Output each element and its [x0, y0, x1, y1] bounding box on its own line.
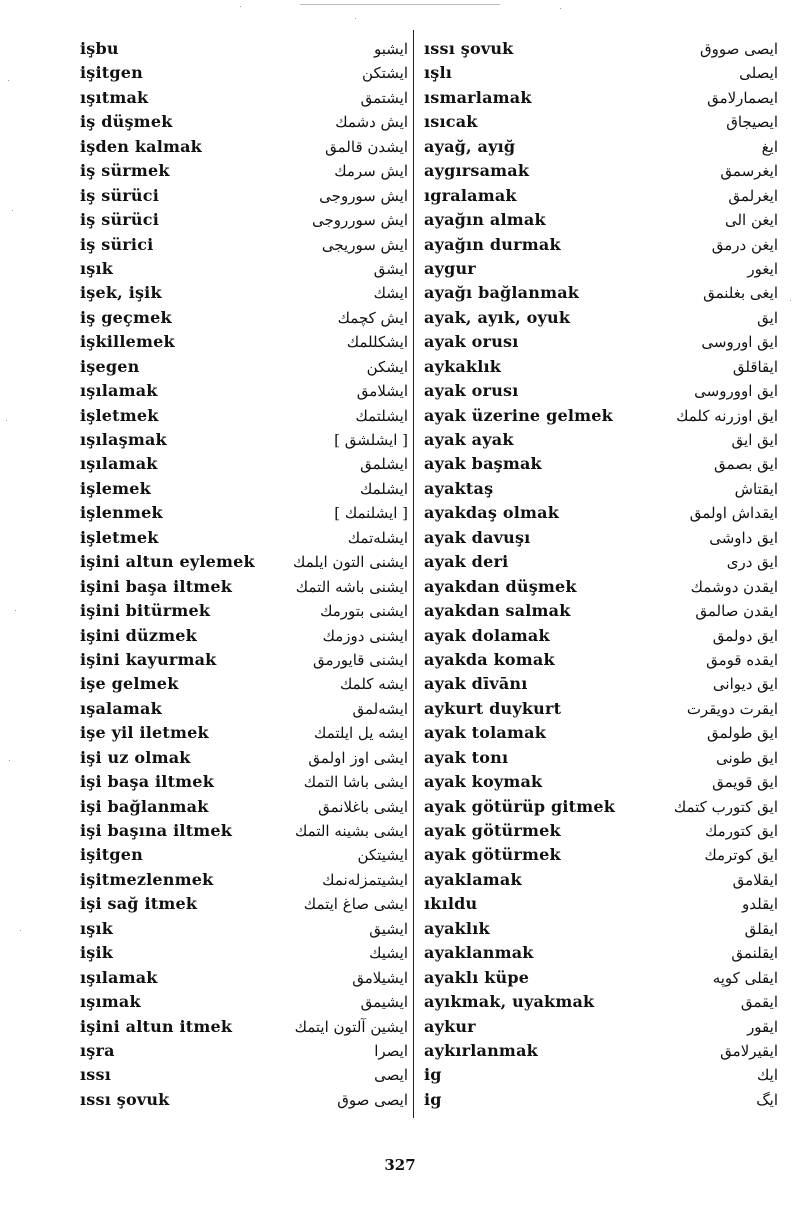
entry-arabic: ایقلنمق — [731, 944, 778, 963]
dictionary-entry — [80, 61, 408, 85]
entry-latin: işitmezlenmek — [80, 869, 214, 889]
entry-arabic: ایقرت دویقرت — [686, 699, 778, 718]
entry-latin: işi uz olmak — [80, 747, 191, 767]
entry-arabic: ایشیك — [369, 944, 408, 963]
entry-arabic: ایغور — [747, 259, 778, 278]
dictionary-entry — [420, 306, 778, 330]
entry-latin: ısmarlamak — [424, 87, 532, 107]
dictionary-entry — [420, 184, 778, 208]
dictionary-entry — [420, 941, 778, 965]
dictionary-entry — [420, 550, 778, 574]
entry-latin: ayak başmak — [424, 454, 542, 474]
entry-arabic: ایق دری — [726, 553, 778, 572]
entry-latin: aykaklık — [424, 356, 502, 376]
entry-latin: ayağ, ayığ — [424, 136, 516, 156]
entry-arabic: ایشنی دوزمك — [322, 626, 408, 645]
entry-arabic: ایق اووروسی — [694, 382, 778, 401]
entry-latin: ışılamak — [80, 454, 158, 474]
dictionary-entry — [80, 306, 408, 330]
dictionary-entry — [80, 648, 408, 672]
entry-arabic: ایق داوشی — [709, 528, 778, 547]
dictionary-entry — [80, 599, 408, 623]
entry-arabic: ایگ — [756, 1090, 778, 1109]
entry-arabic: ایق اوزرنه کلمك — [676, 406, 778, 425]
dictionary-entry — [80, 330, 408, 354]
entry-arabic: ایق طولمق — [706, 724, 778, 743]
entry-latin: ayak dīvānı — [424, 674, 528, 694]
dictionary-entry — [420, 795, 778, 819]
dictionary-entry — [80, 721, 408, 745]
page-number: 327 — [384, 1156, 416, 1174]
entry-latin: ayaktaş — [424, 478, 494, 498]
dictionary-entry — [80, 159, 408, 183]
entry-latin: işi başa iltmek — [80, 772, 214, 792]
entry-latin: ayağın almak — [424, 210, 546, 230]
dictionary-entry — [80, 819, 408, 843]
entry-arabic: ایشلمك — [359, 479, 408, 498]
entry-arabic: ایشق — [373, 259, 408, 278]
entry-latin: ayakdan salmak — [424, 601, 571, 621]
entry-arabic: ایقداش اولمق — [689, 504, 778, 523]
entry-arabic: ایشین آلتون ایتمك — [294, 1017, 408, 1036]
entry-arabic: ایشك — [373, 284, 408, 303]
entry-latin: ayak tonı — [424, 747, 509, 767]
dictionary-entry — [420, 1063, 778, 1087]
top-rule — [300, 4, 500, 5]
entry-arabic: ایقلدو — [741, 895, 778, 914]
entry-arabic: ایشنی التون ایلمك — [293, 553, 408, 572]
dictionary-entry — [420, 86, 778, 110]
entry-arabic: ایشیمق — [360, 993, 408, 1012]
entry-arabic: ایش سوروجی — [319, 186, 408, 205]
entry-latin: işlemek — [80, 478, 151, 498]
dictionary-entry — [80, 452, 408, 476]
entry-latin: ayak orusı — [424, 381, 519, 401]
dictionary-entry — [420, 721, 778, 745]
dictionary-entry — [420, 501, 778, 525]
entry-latin: ayaklanmak — [424, 943, 534, 963]
dictionary-entry — [420, 477, 778, 501]
dictionary-entry — [80, 575, 408, 599]
dictionary-entry — [80, 37, 408, 61]
entry-arabic: ایقلی کوپه — [712, 968, 778, 987]
dictionary-entry — [80, 990, 408, 1014]
entry-latin: ayak davuşı — [424, 527, 531, 547]
entry-arabic: ایشیلامق — [352, 968, 408, 987]
entry-arabic: ایغن الی — [724, 211, 778, 230]
entry-arabic: ایشەلمق — [352, 699, 408, 718]
entry-latin: iş sürüci — [80, 210, 159, 230]
entry-arabic: ایشیتکن — [357, 846, 408, 865]
dictionary-entry — [80, 843, 408, 867]
entry-latin: işe yil iletmek — [80, 723, 209, 743]
entry-latin: işbu — [80, 39, 119, 58]
entry-latin: işegen — [80, 356, 140, 376]
entry-latin: ayak dolamak — [424, 625, 550, 645]
entry-arabic: ایصی صووق — [700, 40, 778, 58]
dictionary-entry — [420, 917, 778, 941]
dictionary-entry — [80, 110, 408, 134]
entry-latin: ayağı bağlanmak — [424, 283, 580, 303]
dictionary-entry — [420, 648, 778, 672]
entry-arabic: ایقمق — [740, 993, 778, 1012]
entry-arabic: ایغن درمق — [711, 235, 778, 254]
entry-latin: işi sağ itmek — [80, 894, 198, 914]
dictionary-entry — [80, 355, 408, 379]
entry-latin: işletmek — [80, 527, 159, 547]
dictionary-entry — [420, 868, 778, 892]
entry-arabic: ایق قویمق — [712, 773, 778, 792]
entry-arabic: ایش سورروجی — [311, 211, 408, 230]
entry-latin: ayak koymak — [424, 772, 543, 792]
dictionary-entry — [420, 575, 778, 599]
dictionary-entry — [80, 795, 408, 819]
entry-latin: aygur — [424, 258, 476, 278]
dictionary-entry — [80, 1015, 408, 1039]
entry-latin: işletmek — [80, 405, 159, 425]
entry-latin: aykur — [424, 1016, 476, 1036]
entry-arabic: ایشلامق — [356, 382, 408, 401]
entry-arabic: ایشلمق — [360, 455, 408, 474]
entry-latin: iş sürüci — [80, 185, 159, 205]
entry-latin: işitgen — [80, 845, 143, 865]
entry-arabic: ایق دیوانی — [712, 675, 778, 694]
dictionary-entry — [420, 330, 778, 354]
entry-latin: işitgen — [80, 63, 143, 83]
dictionary-entry — [80, 428, 408, 452]
dictionary-entry — [420, 672, 778, 696]
dictionary-entry — [80, 624, 408, 648]
entry-arabic: ایقیرلامق — [720, 1041, 778, 1060]
entry-arabic: ایش سوریجی — [321, 235, 408, 254]
entry-arabic: ایشتمق — [360, 88, 408, 107]
dictionary-entry — [80, 966, 408, 990]
entry-latin: işek, işik — [80, 283, 162, 303]
entry-latin: ışık — [80, 258, 114, 278]
dictionary-entry — [420, 233, 778, 257]
dictionary-entry — [80, 770, 408, 794]
entry-latin: işini bitürmek — [80, 601, 211, 621]
entry-latin: ayıkmak, uyakmak — [424, 992, 595, 1012]
dictionary-entry — [420, 37, 778, 61]
dictionary-entry — [420, 1088, 778, 1112]
dictionary-entry — [80, 257, 408, 281]
dictionary-entry — [80, 501, 408, 525]
entry-arabic: ایقاقلق — [732, 357, 778, 376]
entry-arabic: ایشه کلمك — [340, 675, 408, 694]
entry-arabic: ایشی بشینه التمك — [295, 822, 408, 840]
entry-arabic: ایصی — [374, 1066, 408, 1085]
dictionary-entry — [80, 208, 408, 232]
dictionary-entry — [420, 697, 778, 721]
entry-arabic: ایشکن — [366, 357, 408, 376]
entry-arabic: ایشه یل ایلتمك — [314, 724, 408, 743]
dictionary-entry — [420, 624, 778, 648]
entry-arabic: ایش کچمك — [337, 308, 408, 327]
entry-arabic: ایشنی باشه التمك — [295, 577, 408, 596]
entry-arabic: ایشلتمك — [355, 406, 408, 425]
dictionary-entry — [420, 892, 778, 916]
dictionary-entry — [80, 892, 408, 916]
dictionary-entry — [80, 281, 408, 305]
entry-arabic: ایشنی قایورمق — [313, 650, 408, 669]
entry-latin: ayakda komak — [424, 649, 555, 669]
entry-arabic: [ ایشلنمك ] — [334, 504, 408, 523]
entry-arabic: [ ایشلشق ] — [334, 431, 408, 449]
entry-latin: aykurt duykurt — [424, 698, 562, 718]
entry-arabic: ایشی باغلانمق — [318, 797, 408, 816]
entry-arabic: ایق — [757, 308, 778, 327]
dictionary-entry — [420, 746, 778, 770]
entry-arabic: ایشی اوز اولمق — [308, 748, 408, 767]
entry-arabic: ایشبو — [374, 40, 408, 58]
entry-arabic: ایشلەتمك — [347, 528, 408, 547]
entry-latin: ayak götürmek — [424, 845, 561, 865]
entry-arabic: ایصلی — [739, 64, 778, 83]
entry-latin: ayakdan düşmek — [424, 576, 577, 596]
dictionary-entry — [80, 86, 408, 110]
entry-latin: ayak üzerine gelmek — [424, 405, 613, 425]
dictionary-entry — [420, 208, 778, 232]
dictionary-entry — [80, 526, 408, 550]
entry-latin: işlenmek — [80, 503, 163, 523]
entry-arabic: ایق طونی — [716, 748, 778, 767]
dictionary-entry — [80, 1063, 408, 1087]
dictionary-entry — [420, 1039, 778, 1063]
entry-arabic: ایقتاش — [734, 479, 778, 498]
dictionary-entry — [420, 257, 778, 281]
entry-latin: işi bağlanmak — [80, 796, 209, 816]
dictionary-entry — [420, 110, 778, 134]
dictionary-entry — [80, 477, 408, 501]
dictionary-entry — [420, 379, 778, 403]
dictionary-entry — [420, 135, 778, 159]
dictionary-entry — [80, 697, 408, 721]
dictionary-entry — [80, 672, 408, 696]
dictionary-entry — [420, 966, 778, 990]
entry-arabic: ایش سرمك — [334, 162, 408, 181]
entry-latin: ig — [424, 1089, 442, 1109]
dictionary-entry — [80, 917, 408, 941]
dictionary-entry — [80, 1088, 408, 1112]
entry-latin: işini düzmek — [80, 625, 197, 645]
dictionary-entry — [80, 379, 408, 403]
entry-latin: ışra — [80, 1040, 115, 1060]
entry-latin: ıkıldu — [424, 894, 478, 914]
dictionary-entry — [80, 941, 408, 965]
entry-arabic: ایش دشمك — [335, 113, 408, 132]
entry-arabic: ایشیتمزلەنمك — [322, 870, 408, 889]
dictionary-entry — [420, 404, 778, 428]
column-divider — [413, 30, 414, 1118]
entry-arabic: ایق کتورب کتمك — [673, 797, 778, 816]
entry-latin: ayak deri — [424, 552, 509, 572]
entry-arabic: ایقلق — [744, 919, 778, 938]
entry-latin: ayak götürüp gitmek — [424, 796, 616, 816]
entry-arabic: ایك — [757, 1066, 778, 1085]
entry-latin: iş düşmek — [80, 112, 173, 132]
entry-arabic: ایشنی بتورمك — [320, 602, 408, 621]
entry-latin: ışılaşmak — [80, 430, 167, 449]
dictionary-entry — [420, 1015, 778, 1039]
dictionary-entry — [80, 868, 408, 892]
entry-arabic: ایشی صاغ ایتمك — [303, 895, 408, 914]
entry-latin: ışımak — [80, 992, 141, 1012]
dictionary-entry — [420, 281, 778, 305]
entry-latin: aygırsamak — [424, 161, 530, 181]
entry-arabic: ایغی بغلنمق — [703, 284, 778, 303]
entry-arabic: ایشدن قالمق — [325, 137, 408, 156]
dictionary-entry — [80, 746, 408, 770]
entry-latin: ıssı — [80, 1065, 111, 1085]
entry-latin: ışılamak — [80, 967, 158, 987]
entry-latin: işini başa iltmek — [80, 576, 233, 596]
entry-latin: ayak, ayık, oyuk — [424, 307, 571, 327]
entry-latin: ayak tolamak — [424, 723, 546, 743]
entry-latin: ig — [424, 1065, 442, 1085]
entry-latin: ıssı şovuk — [424, 39, 514, 58]
entry-latin: ışlı — [424, 63, 453, 83]
dictionary-entry — [420, 990, 778, 1014]
entry-arabic: ایقلامق — [732, 870, 778, 889]
dictionary-entry — [420, 843, 778, 867]
entry-arabic: ایقور — [747, 1017, 778, 1036]
entry-latin: işe gelmek — [80, 674, 179, 694]
dictionary-entry — [420, 61, 778, 85]
entry-latin: ışılamak — [80, 381, 158, 401]
entry-latin: ışalamak — [80, 698, 162, 718]
left-column — [80, 37, 408, 1112]
dictionary-entry — [80, 184, 408, 208]
entry-arabic: ایصرا — [374, 1041, 408, 1060]
entry-latin: ayağın durmak — [424, 234, 561, 254]
dictionary-entry — [420, 452, 778, 476]
entry-latin: işini altun eylemek — [80, 552, 255, 572]
entry-latin: iş geçmek — [80, 307, 172, 327]
dictionary-entry — [80, 135, 408, 159]
dictionary-entry — [420, 159, 778, 183]
entry-latin: ayaklamak — [424, 869, 522, 889]
entry-arabic: ایقدن دوشمك — [690, 577, 778, 596]
entry-latin: ıgralamak — [424, 185, 517, 205]
entry-latin: aykırlanmak — [424, 1040, 538, 1060]
entry-arabic: ایصی صوق — [337, 1090, 408, 1109]
entry-latin: işi başına iltmek — [80, 821, 233, 840]
dictionary-entry — [80, 1039, 408, 1063]
entry-latin: ısıcak — [424, 112, 478, 132]
dictionary-entry — [420, 355, 778, 379]
dictionary-entry — [80, 550, 408, 574]
entry-latin: işini kayurmak — [80, 649, 217, 669]
entry-arabic: ایقدن صالمق — [695, 602, 778, 621]
dictionary-entry — [420, 526, 778, 550]
dictionary-entry — [80, 404, 408, 428]
entry-arabic: ایغرسمق — [720, 162, 778, 181]
right-column — [420, 37, 778, 1112]
entry-arabic: ایق دولمق — [712, 626, 778, 645]
entry-latin: ışık — [80, 918, 114, 938]
dictionary-entry — [420, 428, 778, 452]
entry-latin: işik — [80, 943, 114, 963]
entry-latin: işkillemek — [80, 332, 175, 352]
entry-arabic: ایق ایق — [731, 431, 778, 449]
entry-arabic: ایشتکن — [362, 64, 408, 83]
dictionary-entry — [420, 770, 778, 794]
dictionary-entry — [420, 819, 778, 843]
entry-arabic: ایقده قومق — [706, 650, 778, 669]
entry-latin: ayakdaş olmak — [424, 503, 559, 523]
entry-arabic: ایصمارلامق — [707, 88, 778, 107]
entry-arabic: ایغ — [761, 137, 778, 156]
dictionary-entry — [80, 233, 408, 257]
entry-latin: iş sürmek — [80, 161, 170, 181]
entry-latin: işden kalmak — [80, 136, 202, 156]
entry-latin: ayak götürmek — [424, 821, 561, 840]
entry-latin: ayaklı küpe — [424, 967, 530, 987]
entry-latin: ayaklık — [424, 918, 490, 938]
entry-arabic: ایق کتورمك — [705, 822, 778, 840]
entry-latin: iş sürici — [80, 234, 154, 254]
entry-latin: ayak orusı — [424, 332, 519, 352]
entry-latin: ıssı şovuk — [80, 1089, 170, 1109]
entry-arabic: ایق بصمق — [714, 455, 778, 474]
entry-arabic: ایغرلمق — [728, 186, 778, 205]
entry-arabic: ایشکللمك — [346, 333, 408, 352]
entry-latin: ayak ayak — [424, 430, 514, 449]
entry-arabic: ایق کوترمك — [704, 846, 778, 865]
entry-arabic: ایق اوروسی — [701, 333, 778, 352]
dictionary-entry — [420, 599, 778, 623]
entry-latin: işini altun itmek — [80, 1016, 233, 1036]
entry-arabic: ایصیجاق — [726, 113, 778, 132]
entry-arabic: ایشیق — [369, 919, 408, 938]
entry-arabic: ایشی باشا التمك — [303, 773, 408, 792]
entry-latin: ışıtmak — [80, 87, 149, 107]
